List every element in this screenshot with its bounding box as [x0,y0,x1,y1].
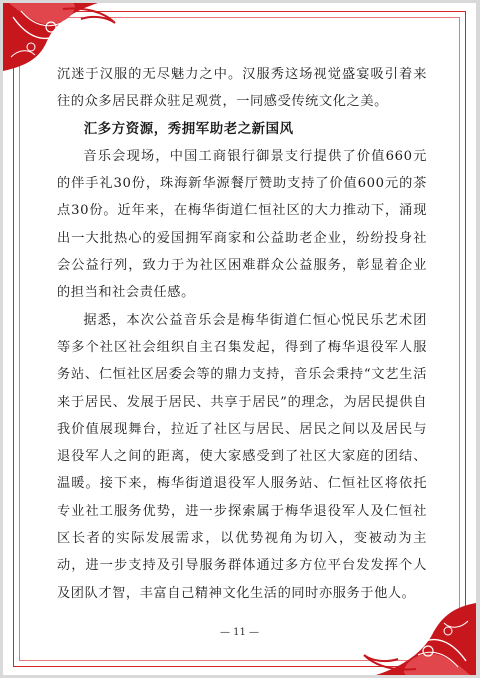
paragraph-summary: 据悉，本次公益音乐会是梅华街道仁恒心悦民乐艺术团等多个社区社会组织自主召集发起，得到了梅华退役军人服务站、仁恒社区居委会等的鼎力支持，音乐会秉持“文艺生活来于居民、发展于居民、共享于居民”的理念，为居民提供自我价值展现舞台，拉近了社区与居民、居民之间以及居民与退役军人之间的距离，使大家感受到了社区大家庭的团结、温暖。接下来，梅华街道退役军人服务站、仁恒社区将依托专业社工服务优势，进一步探索属于梅华退役军人及仁恒社区长者的实际发展需求，以优势视角为切入，变被动为主动，进一步支持及引导服务群体通过多方位平台发发挥个人及团队才智，丰富自己精神文化生活的同时亦服务于他人。 [57,312,427,601]
paragraph-continued: 沉迷于汉服的无尽魅力之中。汉服秀这场视觉盛宴吸引着来往的众多居民群众驻足观赏，一同感受传统文化之美。 [57,67,427,110]
paragraph-sponsors: 音乐会现场，中国工商银行御景支行提供了价值660元的伴手礼30份，珠海新华源餐厅赞助支持了价值600元的茶点30份。近年来，在梅华街道仁恒社区的大力推动下，涌现出一大批热心的爱国拥军商家和公益助老企业，纷纷投身社会公益行列，致力于为社区困难群众公益服务，彰显着企业的担当和社会责任感。 [57,148,427,301]
page-number: — 11 — [219,627,260,638]
document-page [3,3,476,675]
section-heading: 汇多方资源，秀拥军助老之新国风 [83,120,294,137]
document-body [57,61,427,607]
